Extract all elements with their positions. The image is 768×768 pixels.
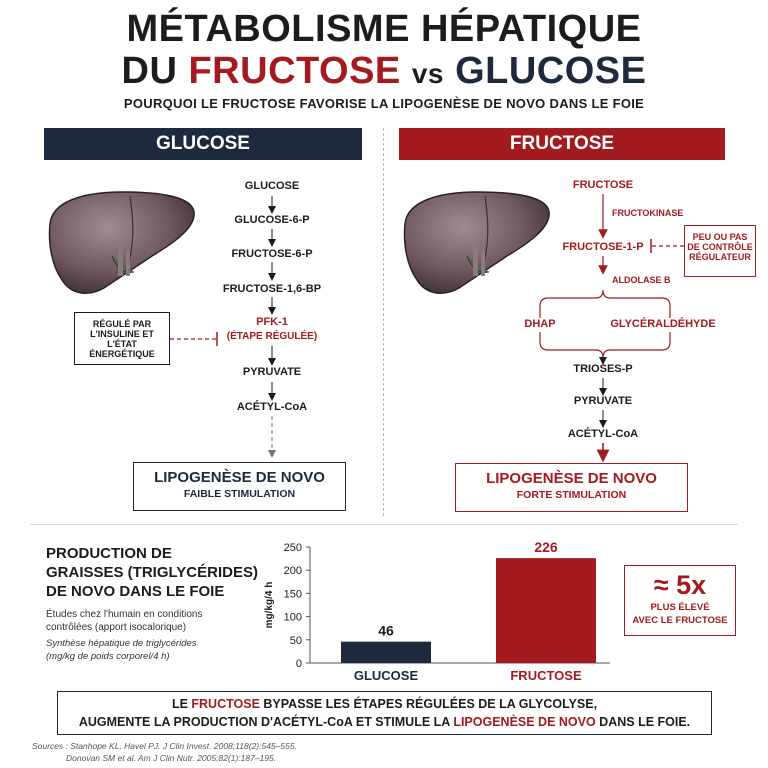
conclusion-l2-lipogenese: LIPOGENÈSE DE NOVO: [453, 715, 596, 729]
category-label-fructose: FRUCTOSE: [510, 668, 582, 683]
y-tick-label: 150: [283, 588, 302, 601]
step-fructose-1-6-bp: FRUCTOSE-1,6-BP: [222, 283, 322, 295]
title-vs: vs: [411, 58, 445, 89]
step-pfk1: PFK-1: [256, 316, 288, 328]
step-pyruvate-fructose: PYRUVATE: [573, 395, 633, 407]
step-pfk1-note: (ÉTAPE RÉGULÉE): [226, 331, 318, 342]
bar-value-fructose: 226: [534, 539, 558, 556]
conclusion-box: [57, 691, 712, 735]
regulation-fructose-line1: PEU OU PAS: [692, 232, 748, 242]
conclusion-l1-c: BYPASSE LES ÉTAPES RÉGULÉES DE LA GLYCOLYSE,: [259, 697, 598, 711]
regulation-fructose-line3: RÉGULATEUR: [689, 252, 751, 262]
page-title-line1: MÉTABOLISME HÉPATIQUE: [126, 8, 642, 50]
production-note2-line1: Synthèse hépatique de triglycérides: [46, 638, 197, 649]
branch-brace-top: [540, 290, 670, 318]
production-title-line3: DE NOVO DANS LE FOIE: [46, 583, 225, 600]
regulation-glucose-line2: L'INSULINE ET: [90, 329, 154, 339]
enzyme-fructokinase: FRUCTOKINASE: [612, 208, 684, 218]
page-subtitle: POURQUOI LE FRUCTOSE FAVORISE LA LIPOGENÈSE DE NOVO DANS LE FOIE: [123, 96, 645, 111]
production-note-line2: contrôlées (apport isocalorique): [46, 622, 187, 633]
step-glucose-6-p: GLUCOSE-6-P: [234, 214, 310, 226]
title-fructose: FRUCTOSE: [188, 50, 401, 92]
result-sub-glucose: FAIBLE STIMULATION: [183, 488, 296, 500]
production-note-units: [46, 637, 197, 663]
liver-icon-fructose: [397, 184, 557, 304]
conclusion-line2: [58, 713, 711, 731]
title-glucose: GLUCOSE: [455, 50, 647, 92]
step-fructose-1-p: FRUCTOSE-1-P: [562, 241, 644, 253]
category-label-glucose: GLUCOSE: [353, 668, 419, 683]
branch-brace-bottom: [540, 332, 670, 358]
page-title-line2: [0, 50, 768, 93]
enzyme-aldolase-b: ALDOLASE B: [612, 275, 671, 285]
ratio-value: ≈ 5x: [653, 570, 707, 600]
production-note: [46, 608, 202, 634]
step-glucose: GLUCOSE: [244, 180, 300, 192]
bar-value-glucose: 46: [378, 622, 394, 639]
production-note-line1: Études chez l'humain en conditions: [46, 609, 203, 620]
production-title: [46, 544, 258, 601]
production-title-line2: GRAISSES (TRIGLYCÉRIDES): [46, 564, 258, 581]
production-note2-line2: (mg/kg de poids corporel/4 h): [46, 651, 170, 662]
result-title-glucose: LIPOGENÈSE DE NOVO: [154, 469, 325, 486]
step-fructose-6-p: FRUCTOSE-6-P: [231, 248, 313, 260]
y-tick-label: 250: [283, 542, 302, 554]
conclusion-l2-a: AUGMENTE LA PRODUCTION D'ACÉTYL-CoA ET STIMULE LA: [78, 715, 454, 729]
step-fructose: FRUCTOSE: [572, 179, 634, 191]
step-acetyl-coa-fructose: ACÉTYL-CoA: [567, 428, 639, 440]
result-box-fructose: [455, 463, 688, 512]
regulation-fructose-line2: DE CONTRÔLE: [687, 242, 753, 252]
liver-icon-glucose: [42, 184, 202, 304]
step-pyruvate-glucose: PYRUVATE: [242, 366, 302, 378]
branch-glyceraldehyde: GLYCÉRALDÉHYDE: [610, 318, 716, 330]
ratio-box: [624, 565, 736, 636]
conclusion-line1: [58, 695, 711, 713]
y-tick-label: 0: [295, 658, 302, 670]
production-title-line1: PRODUCTION DE: [46, 545, 172, 562]
ratio-text-line1: PLUS ÉLEVÉ: [650, 602, 710, 613]
step-trioses-p: TRIOSES-P: [573, 363, 633, 375]
sources-line1: Sources : Stanhope KL, Havel PJ. J Clin Invest. 2008;118(2):545–555.: [32, 741, 297, 751]
regulation-glucose-line3: L'ÉTAT ÉNERGÉTIQUE: [89, 339, 155, 359]
fructose-banner: FRUCTOSE: [399, 128, 725, 160]
conclusion-l1-a: LE: [171, 697, 192, 711]
section-divider: [30, 524, 738, 525]
branch-dhap: DHAP: [524, 318, 556, 330]
regulation-box-glucose: [74, 312, 170, 365]
production-bar-chart: [250, 532, 620, 686]
result-sub-fructose: FORTE STIMULATION: [516, 489, 627, 501]
bar-fructose: [496, 558, 596, 663]
regulation-glucose-line1: RÉGULÉ PAR: [92, 319, 152, 329]
y-tick-label: 100: [283, 611, 302, 624]
conclusion-l2-c: DANS LE FOIE.: [595, 715, 691, 729]
conclusion-l1-fructose: FRUCTOSE: [191, 697, 260, 711]
sources: [32, 740, 297, 764]
y-tick-label: 200: [283, 565, 302, 578]
result-box-glucose: [133, 462, 346, 511]
glucose-banner: GLUCOSE: [44, 128, 362, 160]
result-title-fructose: LIPOGENÈSE DE NOVO: [486, 470, 657, 487]
ratio-text-line2: AVEC LE FRUCTOSE: [632, 615, 728, 626]
title-prefix: DU: [121, 50, 178, 92]
y-axis-label: mg/kg/4 h: [264, 581, 275, 629]
column-divider: [383, 128, 384, 516]
y-tick-label: 50: [289, 634, 302, 647]
sources-line2: Donovan SM et al. Am J Clin Nutr. 2005;82(1):187–195.: [66, 753, 277, 763]
bar-glucose: [341, 642, 431, 663]
step-acetyl-coa-glucose: ACÉTYL-CoA: [236, 401, 308, 413]
regulation-box-fructose: [684, 225, 756, 277]
